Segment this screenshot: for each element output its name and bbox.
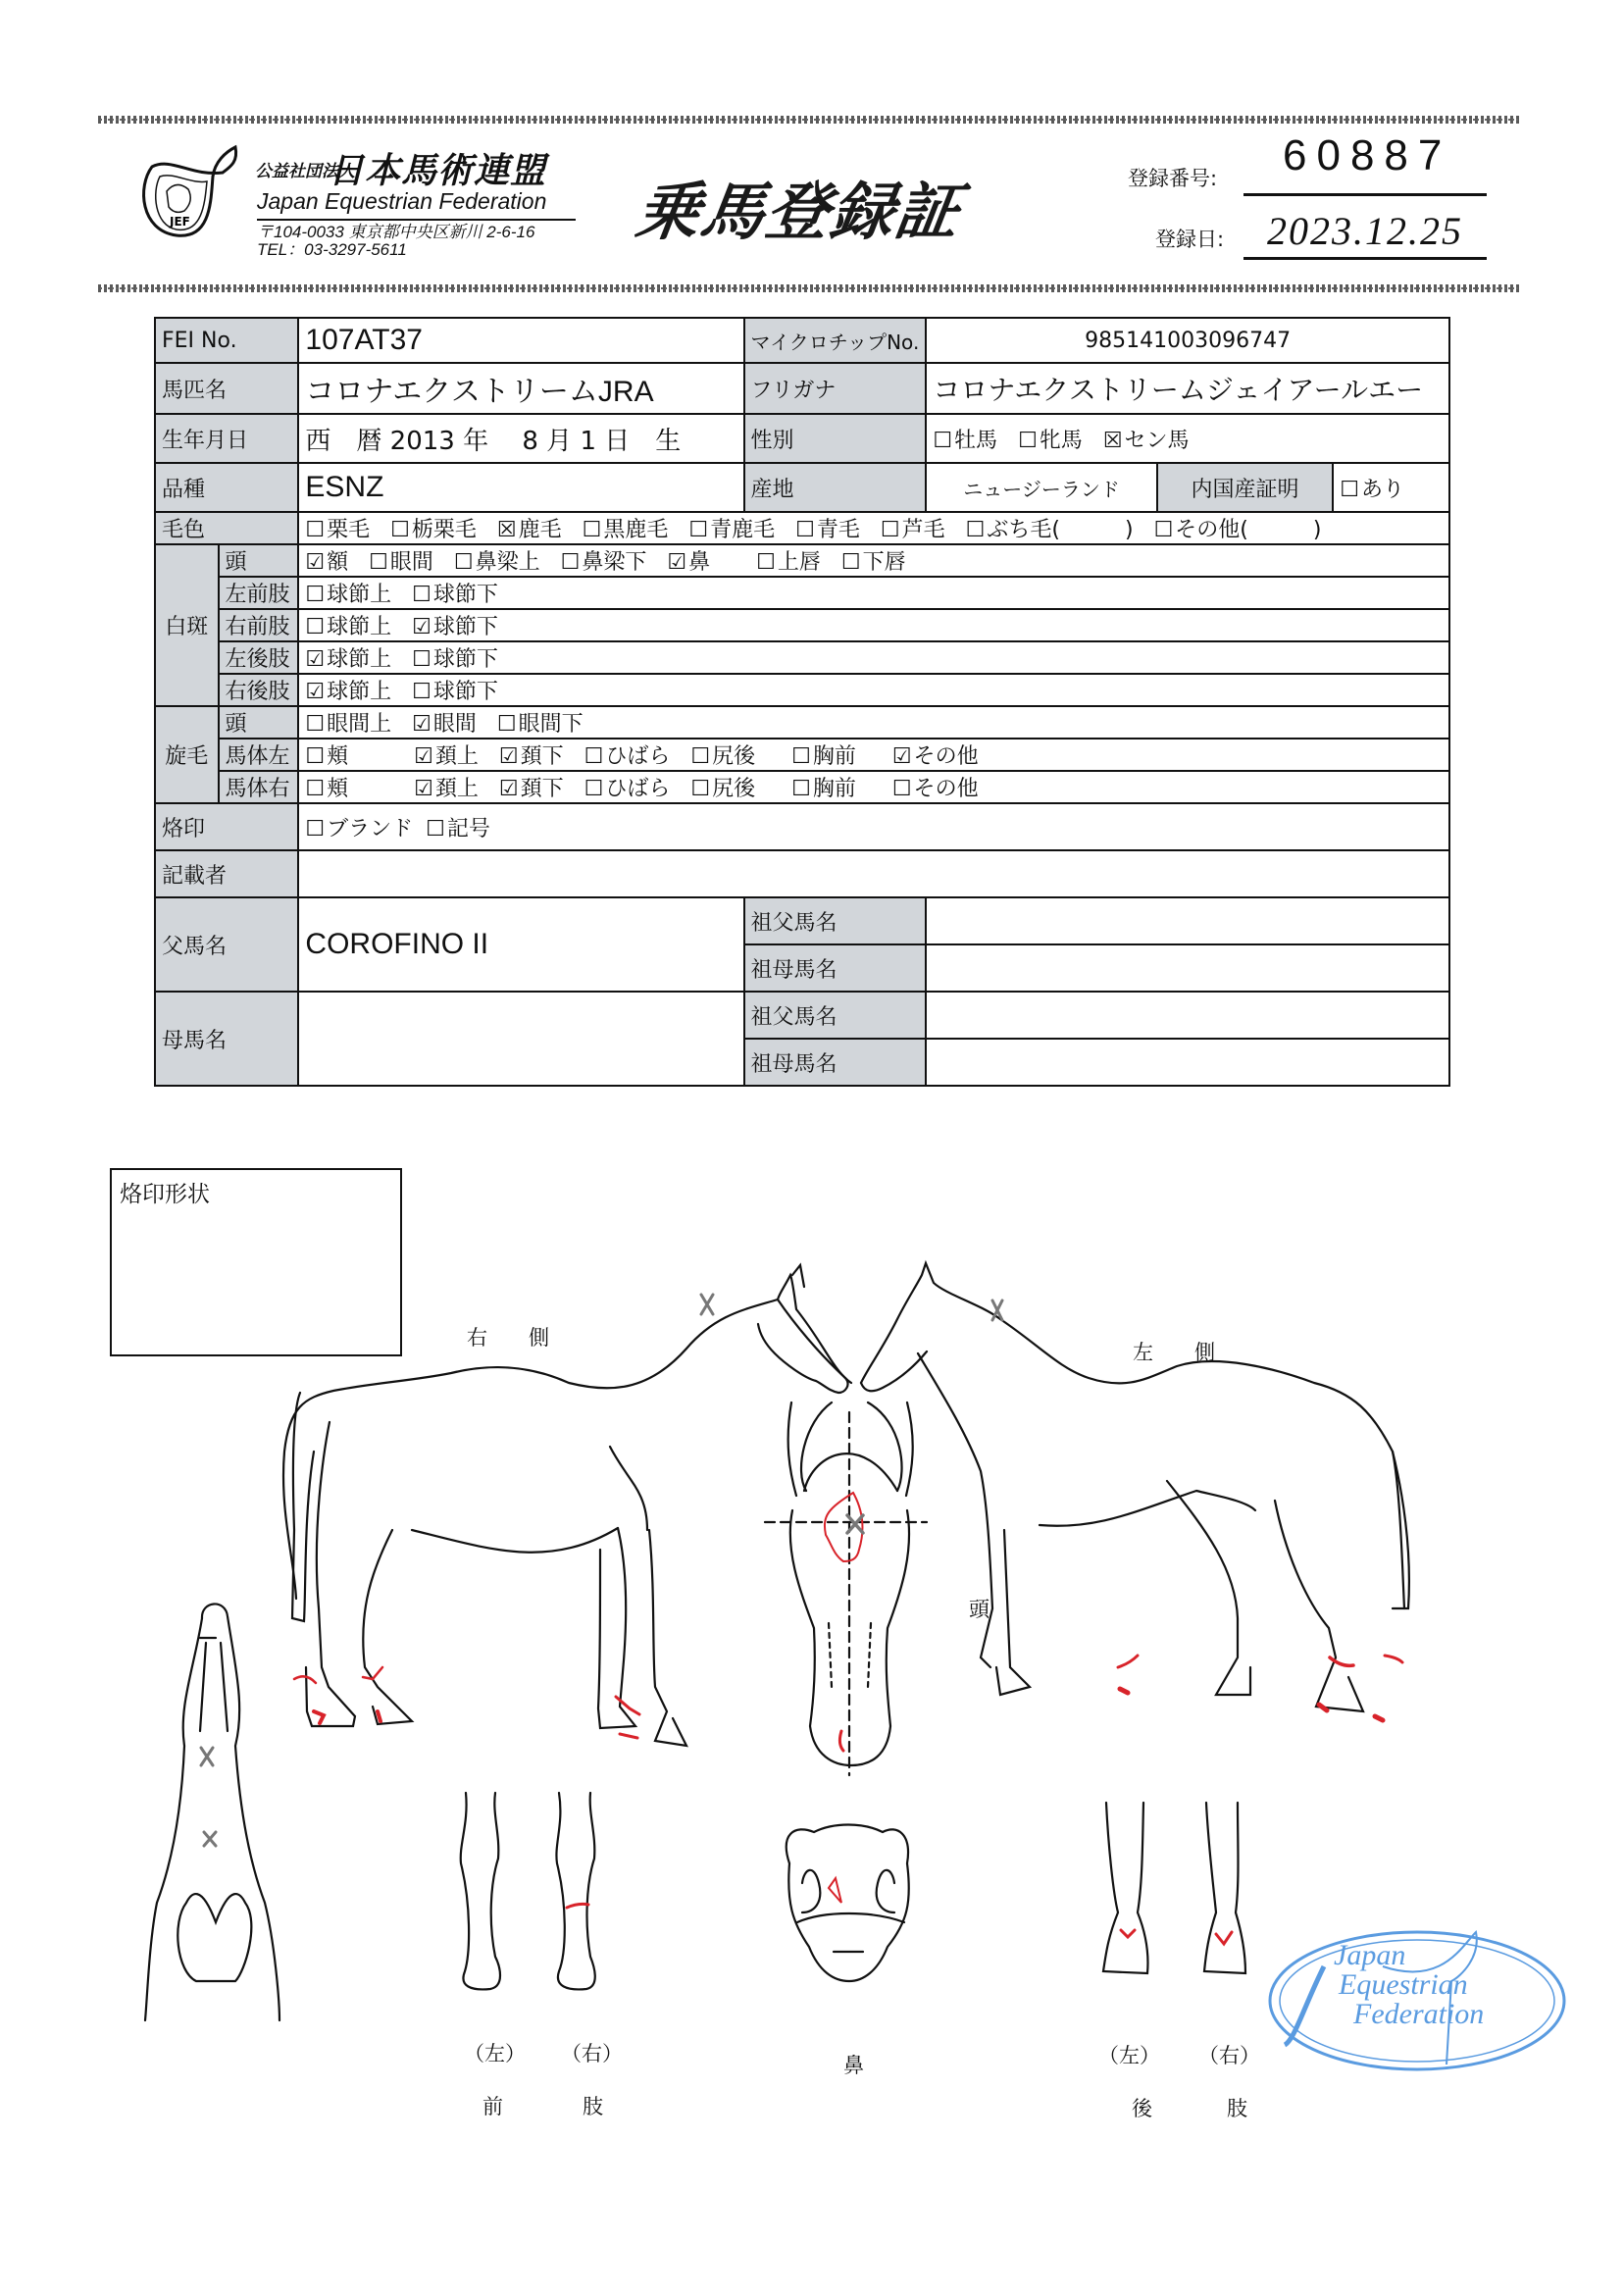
whorls-label: 旋毛 (155, 706, 219, 803)
registration-number: 60887 (1283, 131, 1452, 179)
whorl-option[interactable]: ☑その他 (891, 744, 979, 769)
checkbox[interactable]: ☐ (1340, 477, 1360, 502)
coat-option[interactable]: ☐青毛 (795, 518, 860, 542)
birth-date-label: 生年月日 (155, 414, 298, 463)
stamp-line-2: Equestrian (1339, 1968, 1468, 2001)
hind-limbs-drawing (1103, 1803, 1245, 1973)
hind-limbs-label-2: 肢 (1227, 2097, 1247, 2120)
white-right-hind-label: 右後肢 (219, 674, 299, 706)
brand-option[interactable]: ☐ブランド (305, 816, 414, 841)
front-right-label: （右） (561, 2042, 623, 2065)
sire-grandsire-label: 祖父馬名 (744, 897, 927, 944)
origin-label: 産地 (744, 463, 927, 512)
top-view-drawing (145, 1604, 279, 2020)
hind-left-label: （左） (1098, 2044, 1160, 2067)
org-tel: TEL：03-3297-5611 (257, 240, 407, 259)
dam-granddam-label: 祖母馬名 (744, 1039, 927, 1086)
white-option[interactable]: ☑鼻 (667, 550, 711, 575)
whorl-option[interactable]: ☐ひばら (584, 744, 671, 769)
coat-option[interactable]: ☒鹿毛 (496, 518, 562, 542)
document-title: 乗馬登録証 (631, 177, 966, 249)
front-limbs-label-1: 前 (482, 2095, 503, 2118)
coat-option[interactable]: ☐栗毛 (305, 518, 371, 542)
white-option[interactable]: ☐上唇 (756, 550, 821, 575)
whorl-option[interactable]: ☐頬 (305, 744, 349, 769)
white-right-fore-label: 右前肢 (219, 609, 299, 641)
white-option[interactable]: ☐下唇 (840, 550, 906, 575)
nose-label: 鼻 (843, 2054, 864, 2077)
microchip-label: マイクロチップNo. (744, 318, 927, 363)
whorl-option[interactable]: ☑眼間 (412, 712, 477, 737)
left-side-label: 左 側 (1133, 1341, 1215, 1364)
whorl-option[interactable]: ☐頬 (305, 777, 349, 801)
white-option[interactable]: ☑球節上 (305, 680, 392, 704)
coat-option[interactable]: ☐その他( ) (1153, 518, 1322, 542)
sex-label: 性別 (744, 414, 927, 463)
whorl-option[interactable]: ☐尻後 (690, 777, 756, 801)
head-front-drawing (765, 1402, 927, 1775)
sire-granddam-label: 祖母馬名 (744, 944, 927, 992)
recorder-label: 記載者 (155, 850, 298, 897)
origin-value: ニュージーランド (926, 463, 1156, 512)
org-name-en: Japan Equestrian Federation (257, 188, 547, 214)
checkbox[interactable]: ☒ (1102, 428, 1123, 453)
white-option[interactable]: ☑球節下 (412, 615, 498, 639)
coat-option[interactable]: ☐栃栗毛 (390, 518, 477, 542)
white-head-label: 頭 (219, 544, 299, 577)
white-option[interactable]: ☑球節上 (305, 647, 392, 672)
whorl-option[interactable]: ☑頚下 (498, 777, 564, 801)
checkbox[interactable]: ☐ (1018, 428, 1038, 453)
svg-text:JEF: JEF (170, 215, 190, 229)
dam-grandsire-label: 祖父馬名 (744, 992, 927, 1039)
coat-color-label: 毛色 (155, 512, 298, 544)
registration-date-label: 登録日: (1155, 228, 1225, 251)
domestic-cert-label: 内国産証明 (1157, 463, 1334, 512)
white-option[interactable]: ☐球節下 (412, 583, 498, 607)
front-limbs-label-2: 肢 (583, 2095, 603, 2118)
org-name-jp: 日本馬術連盟 (329, 151, 547, 191)
brand-option[interactable]: ☐記号 (426, 816, 490, 841)
dam-label: 母馬名 (155, 992, 298, 1086)
white-option[interactable]: ☐球節上 (305, 583, 392, 607)
whorl-option[interactable]: ☑頚下 (498, 744, 564, 769)
stamp-line-1: Japan (1334, 1939, 1406, 1971)
microchip-value: 985141003096747 (926, 318, 1449, 363)
nose-drawing (787, 1825, 909, 1982)
whorl-option[interactable]: ☐尻後 (690, 744, 756, 769)
fei-no-label: FEI No. (155, 318, 298, 363)
whorl-option[interactable]: ☐胸前 (791, 777, 856, 801)
front-limbs-drawing (461, 1793, 595, 1989)
white-option[interactable]: ☐鼻梁上 (453, 550, 540, 575)
whorl-option[interactable]: ☐その他 (891, 777, 979, 801)
breed-value: ESNZ (298, 463, 743, 512)
front-left-label: （左） (464, 2042, 526, 2065)
birth-date-value: 西 暦 2013 年 8 月 1 日 生 (298, 414, 743, 463)
whorl-option[interactable]: ☐ひばら (584, 777, 671, 801)
brand-shape-label: 烙印形状 (120, 1182, 210, 1207)
white-option[interactable]: ☐球節下 (412, 680, 498, 704)
horse-name-label: 馬匹名 (155, 363, 298, 414)
whorl-option[interactable]: ☐眼間下 (496, 712, 584, 737)
coat-option[interactable]: ☐青鹿毛 (688, 518, 776, 542)
left-side-horse-drawing (861, 1263, 1409, 1720)
coat-option[interactable]: ☐芦毛 (880, 518, 945, 542)
registration-number-label: 登録番号: (1128, 167, 1218, 190)
org-address: 〒104-0033 東京都中央区新川 2-6-16 (257, 223, 535, 241)
furigana-label: フリガナ (744, 363, 927, 414)
white-option[interactable]: ☐鼻梁下 (560, 550, 647, 575)
white-left-hind-label: 左後肢 (219, 641, 299, 674)
sex-option-gelding[interactable]: ☒セン馬 (1102, 428, 1190, 453)
domestic-cert-option[interactable]: ☐あり (1333, 463, 1449, 512)
white-left-fore-label: 左前肢 (219, 577, 299, 609)
white-option[interactable]: ☐眼間 (369, 550, 433, 575)
coat-option[interactable]: ☐ぶち毛( ) (965, 518, 1134, 542)
head-label: 頭 (969, 1598, 990, 1621)
org-prefix: 公益社団法人 (255, 162, 355, 181)
stamp-line-3: Federation (1353, 1998, 1485, 2030)
whorl-option[interactable]: ☑頚上 (414, 777, 479, 801)
checkbox[interactable]: ☐ (933, 428, 953, 453)
sex-option-mare[interactable]: ☐牝馬 (1018, 428, 1083, 453)
sire-value: COROFINO II (298, 897, 743, 992)
sex-option-stallion[interactable]: ☐牡馬 (933, 428, 998, 453)
white-markings-label: 白斑 (155, 544, 219, 706)
furigana-value: コロナエクストリームジェイアールエー (926, 363, 1449, 414)
whorl-body-left-label: 馬体左 (219, 739, 299, 771)
white-option[interactable]: ☐球節下 (412, 647, 498, 672)
whorl-option[interactable]: ☐胸前 (791, 744, 856, 769)
white-option[interactable]: ☑額 (305, 550, 349, 575)
jef-stamp (1265, 1927, 1569, 2074)
whorl-head-label: 頭 (219, 706, 299, 739)
white-option[interactable]: ☐球節上 (305, 615, 392, 639)
right-side-label: 右 側 (467, 1326, 549, 1350)
coat-option[interactable]: ☐黒鹿毛 (582, 518, 669, 542)
breed-label: 品種 (155, 463, 298, 512)
hind-right-label: （右） (1198, 2044, 1260, 2067)
fei-no-value: 107AT37 (298, 318, 743, 363)
horse-name-value: コロナエクストリームJRA (298, 363, 743, 414)
whorl-body-right-label: 馬体右 (219, 771, 299, 803)
hind-limbs-label-1: 後 (1132, 2097, 1152, 2120)
registration-date: 2023.12.25 (1267, 209, 1463, 253)
sire-label: 父馬名 (155, 897, 298, 992)
brand-label: 烙印 (155, 803, 298, 850)
whorl-option[interactable]: ☐眼間上 (305, 712, 392, 737)
right-side-horse-drawing (283, 1265, 851, 1746)
whorl-option[interactable]: ☑頚上 (414, 744, 479, 769)
